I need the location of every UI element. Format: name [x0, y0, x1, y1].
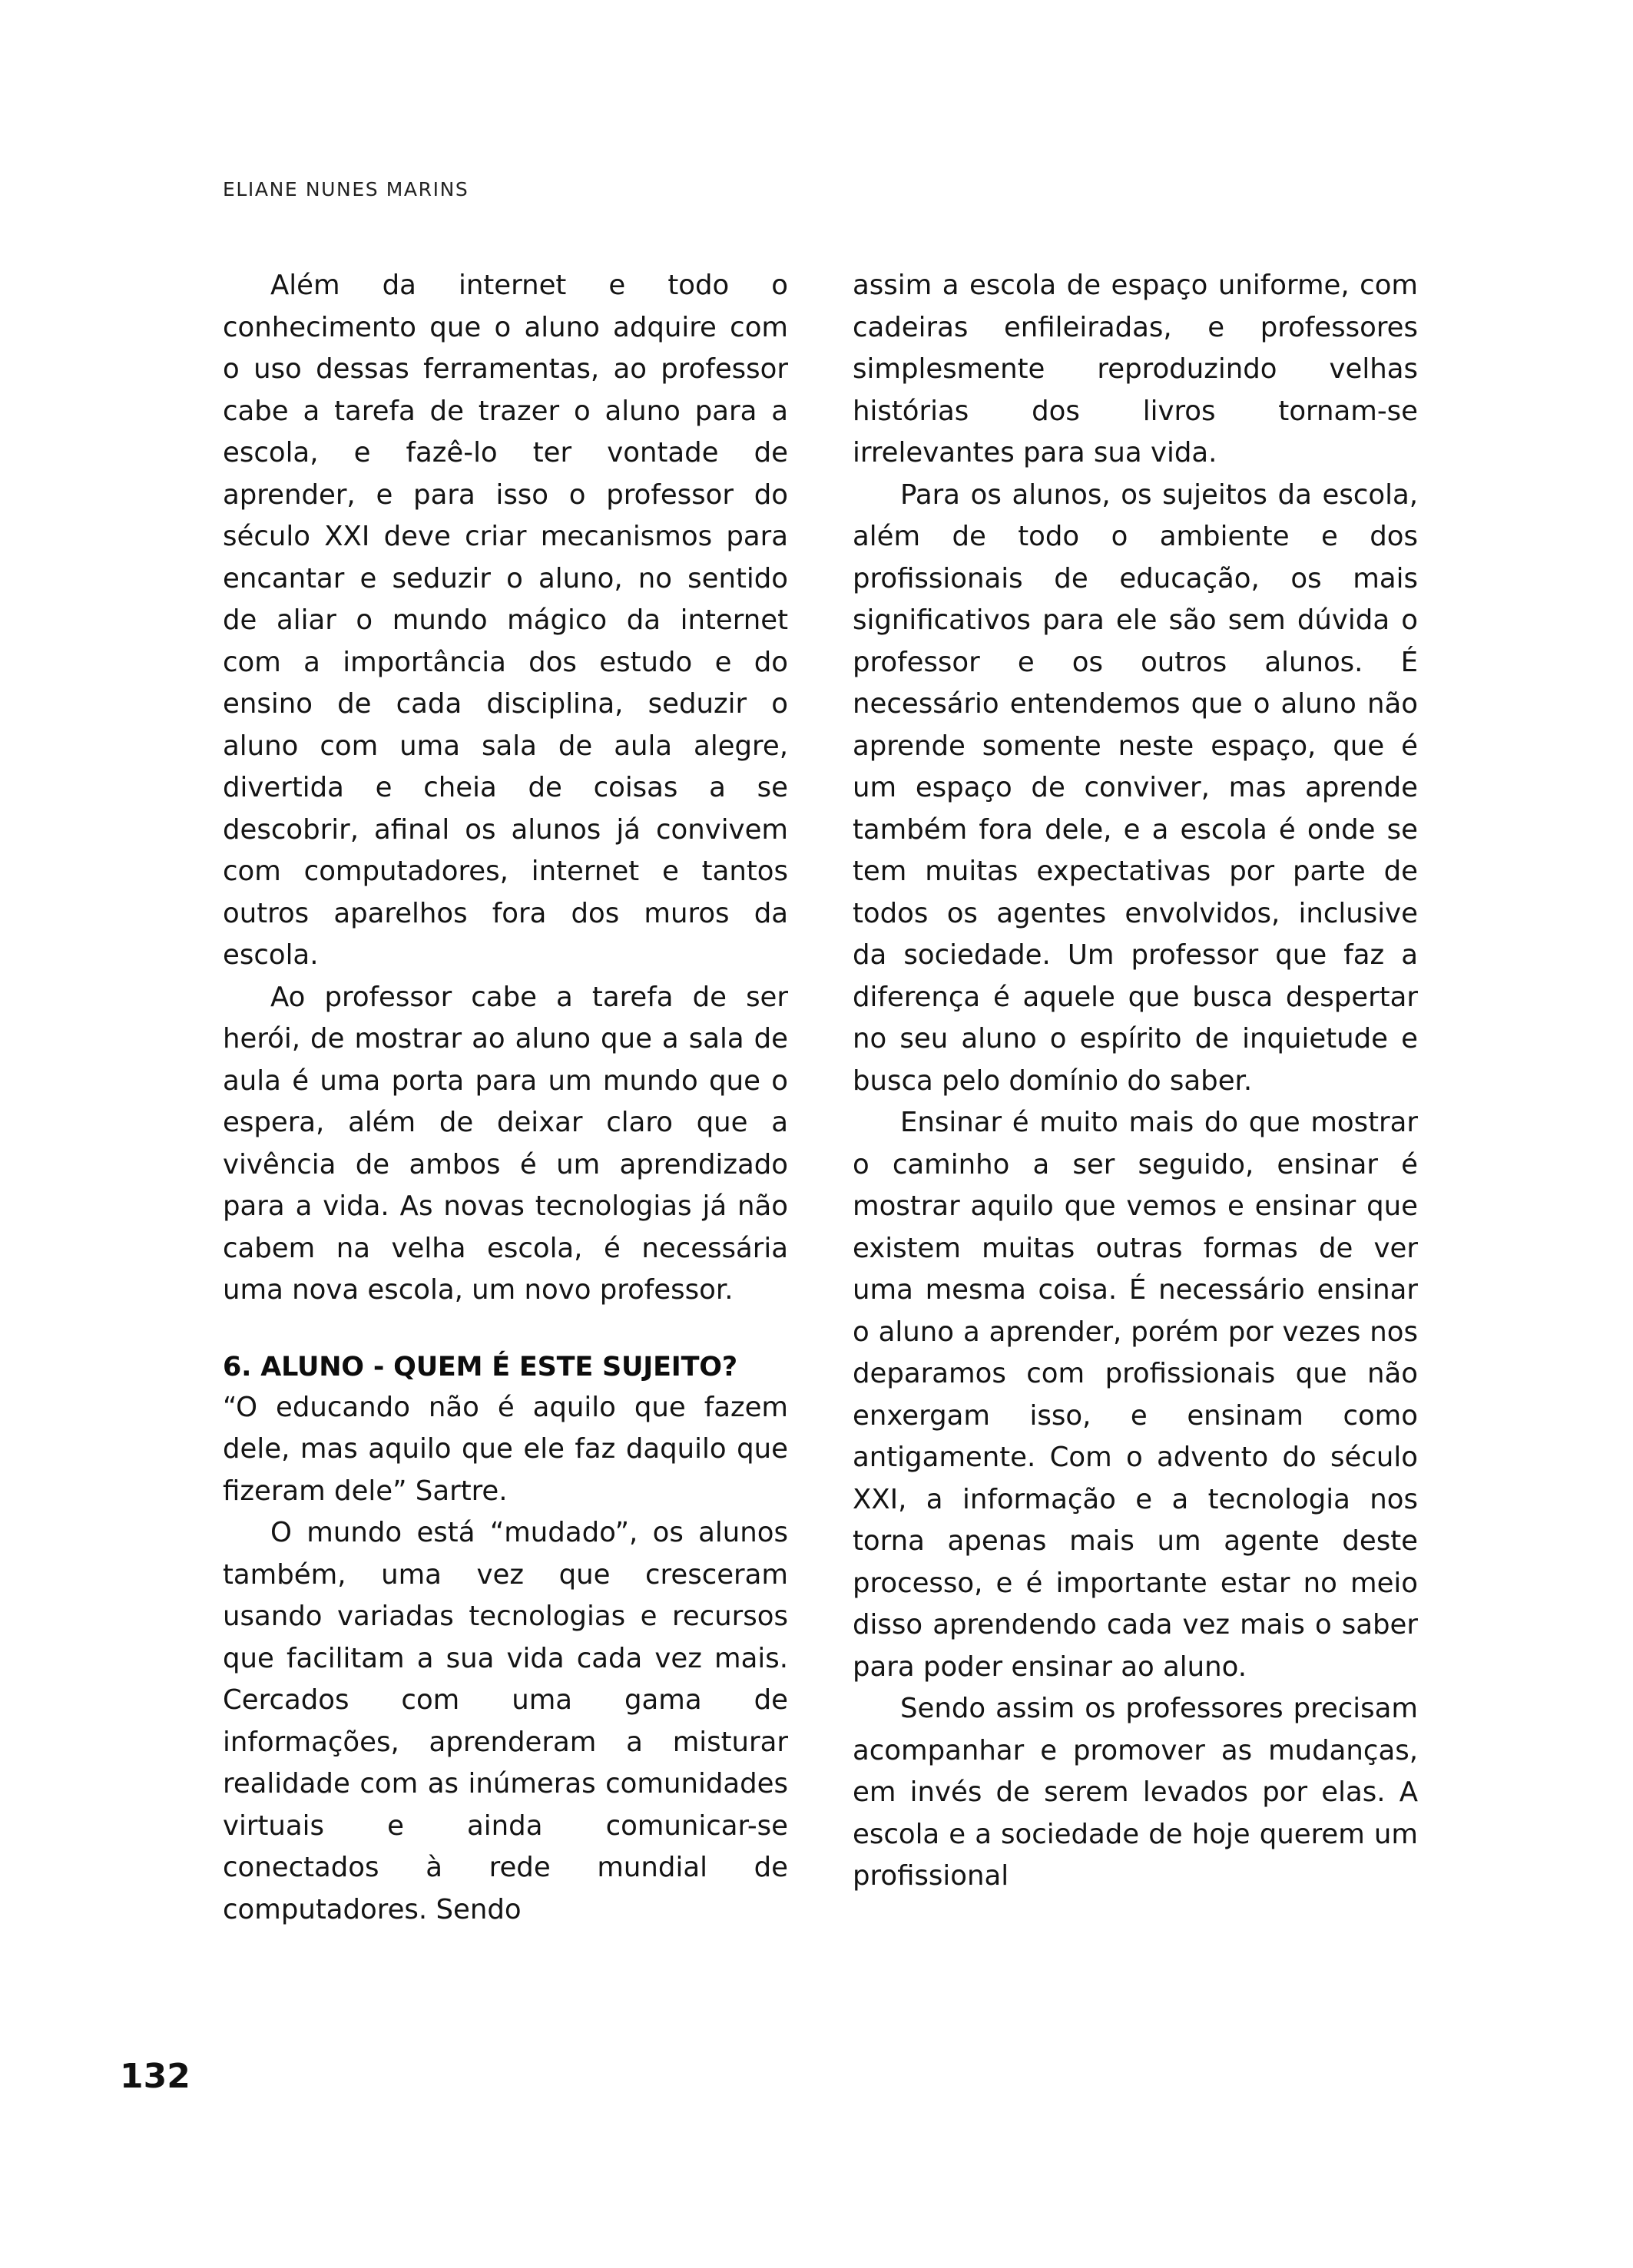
page-number: 132	[120, 2057, 190, 2096]
paragraph: Para os alunos, os sujeitos da escola, além de todo o ambiente e dos profissionais de educação, os mais significativos para ele são sem dúvida o professor e os outros alunos. É necessário entendemos que o aluno não aprende somente neste espaço, que é um espaço de conviver, mas aprende também fora dele, e a escola é onde se tem muitas expectativas por parte de todos os agentes envolvidos, inclusive da sociedade. Um professor que faz a diferença é aquele que busca despertar no seu aluno o espírito de inquietude e busca pelo domínio do saber.	[853, 478, 1418, 1097]
paragraph: assim a escola de espaço uniforme, com cadeiras enfileiradas, e professores simplesmente reproduzindo velhas histórias dos livros tornam-se irrelevantes para sua vida.	[853, 270, 1418, 468]
paragraph: Sendo assim os professores precisam acompanhar e promover as mudanças, em invés de serem levados por elas. A escola e a sociedade de hoje querem um profissional	[853, 1693, 1418, 1892]
paragraph: Ao professor cabe a tarefa de ser herói, de mostrar ao aluno que a sala de aula é uma porta para um mundo que o espera, além de deixar claro que a vivência de ambos é um aprendizado para a vida. As novas tecnologias já não cabem na velha escola, é necessária uma nova escola, um novo professor.	[223, 981, 788, 1306]
paragraph: Ensinar é muito mais do que mostrar o caminho a ser seguido, ensinar é mostrar aquilo que vemos e ensinar que existem muitas outras formas de ver uma mesma coisa. É necessário ensinar o aluno a aprender, porém por vezes nos deparamos com profissionais que não enxergam isso, e ensinam como antigamente. Com o advento do século XXI, a informação e a tecnologia nos torna apenas mais um agente deste processo, e é importante estar no meio disso aprendendo cada vez mais o saber para poder ensinar ao aluno.	[853, 1107, 1418, 1683]
text-columns	[223, 265, 1418, 1931]
paragraph: “O educando não é aquilo que fazem dele, mas aquilo que ele faz daquilo que fizeram dele” Sartre.	[223, 1391, 788, 1507]
paragraph: O mundo está “mudado”, os alunos também, uma vez que cresceram usando variadas tecnologias e recursos que facilitam a sua vida cada vez mais. Cercados com uma gama de informações, aprenderam a misturar realidade com as inúmeras comunidades virtuais e ainda comunicar-se conectados à rede mundial de computadores. Sendo	[223, 1517, 788, 1925]
left-column	[223, 265, 788, 1931]
paragraph: Além da internet e todo o conhecimento que o aluno adquire com o uso dessas ferramentas, ao professor cabe a tarefa de trazer o aluno para a escola, e fazê-lo ter vontade de aprender, e para isso o professor do século XXI deve criar mecanismos para encantar e seduzir o aluno, no sentido de aliar o mundo mágico da internet com a importância dos estudo e do ensino de cada disciplina, seduzir o aluno com uma sala de aula alegre, divertida e cheia de coisas a se descobrir, afinal os alunos já convivem com computadores, internet e tantos outros aparelhos fora dos muros da escola.	[223, 270, 788, 971]
right-column	[853, 265, 1418, 1931]
section-heading: 6. ALUNO - QUEM É ESTE SUJEITO?	[223, 1351, 737, 1382]
running-head: ELIANE NUNES MARINS	[223, 178, 469, 200]
